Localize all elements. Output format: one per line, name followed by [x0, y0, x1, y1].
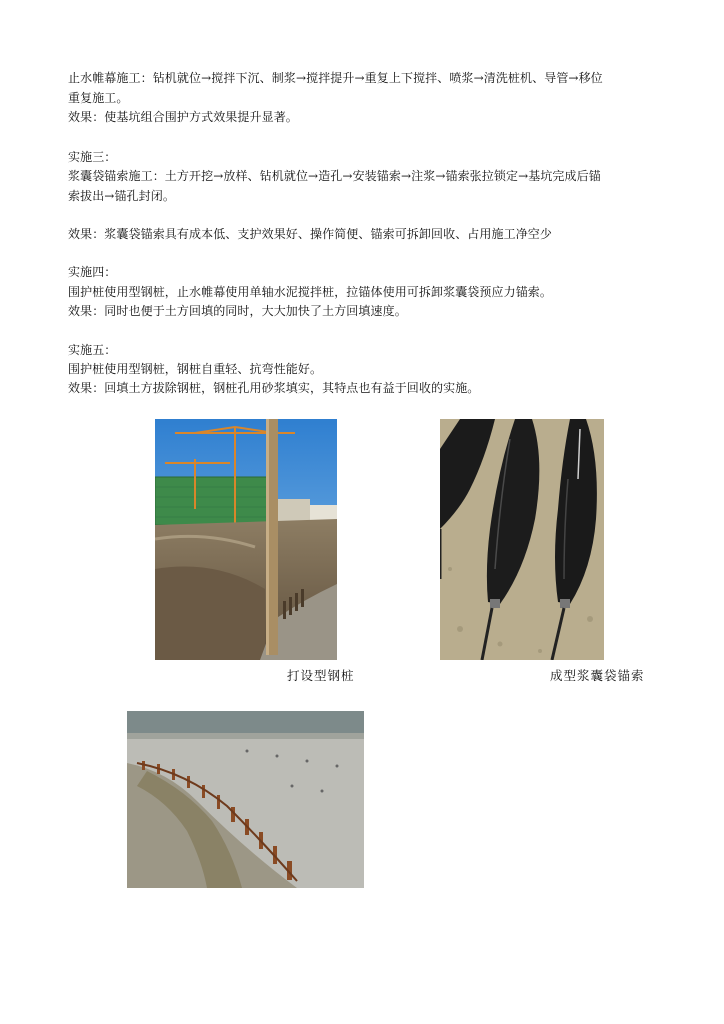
excavation-photo: [127, 711, 364, 888]
paragraph-line: 效果：回填土方拔除钢桩，钢桩孔用砂浆填实，其特点也有益于回收的实施。: [68, 381, 480, 395]
paragraph-line: 索拔出→锚孔封闭。: [68, 189, 175, 203]
section-title: 实施五：: [68, 343, 117, 357]
paragraph-line: 效果：浆囊袋锚索具有成本低、支护效果好、操作简便、锚索可拆卸回收、占用施工净空少: [68, 227, 553, 241]
paragraph-line: 止水帷幕施工：钻机就位→搅拌下沉、制浆→搅拌提升→重复上下搅拌、喷浆→清洗桩机、导管→移位: [68, 71, 603, 85]
section-title: 实施三：: [68, 150, 117, 164]
steel-pile-photo: [155, 419, 337, 660]
paragraph-line: 重复施工。: [68, 91, 129, 105]
paragraph-line: 效果：使基坑组合围护方式效果提升显著。: [68, 110, 298, 124]
paragraph-line: 效果：同时也便于土方回填的同时，大大加快了土方回填速度。: [68, 304, 407, 318]
bag-anchor-photo: [440, 419, 604, 660]
paragraph-line: 浆囊袋锚索施工：土方开挖→放样、钻机就位→造孔→安装锚索→注浆→锚索张拉锁定→基坑完成后锚: [68, 169, 601, 183]
section-title: 实施四：: [68, 265, 117, 279]
paragraph-line: 围护桩使用型钢桩，止水帷幕使用单轴水泥搅拌桩，拉锚体使用可拆卸浆囊袋预应力锚索。: [68, 285, 553, 299]
paragraph-line: 围护桩使用型钢桩，钢桩自重轻、抗弯性能好。: [68, 362, 323, 376]
figure-caption: 成型浆囊袋锚索: [550, 668, 645, 683]
figure-caption: 打设型钢桩: [287, 668, 355, 683]
